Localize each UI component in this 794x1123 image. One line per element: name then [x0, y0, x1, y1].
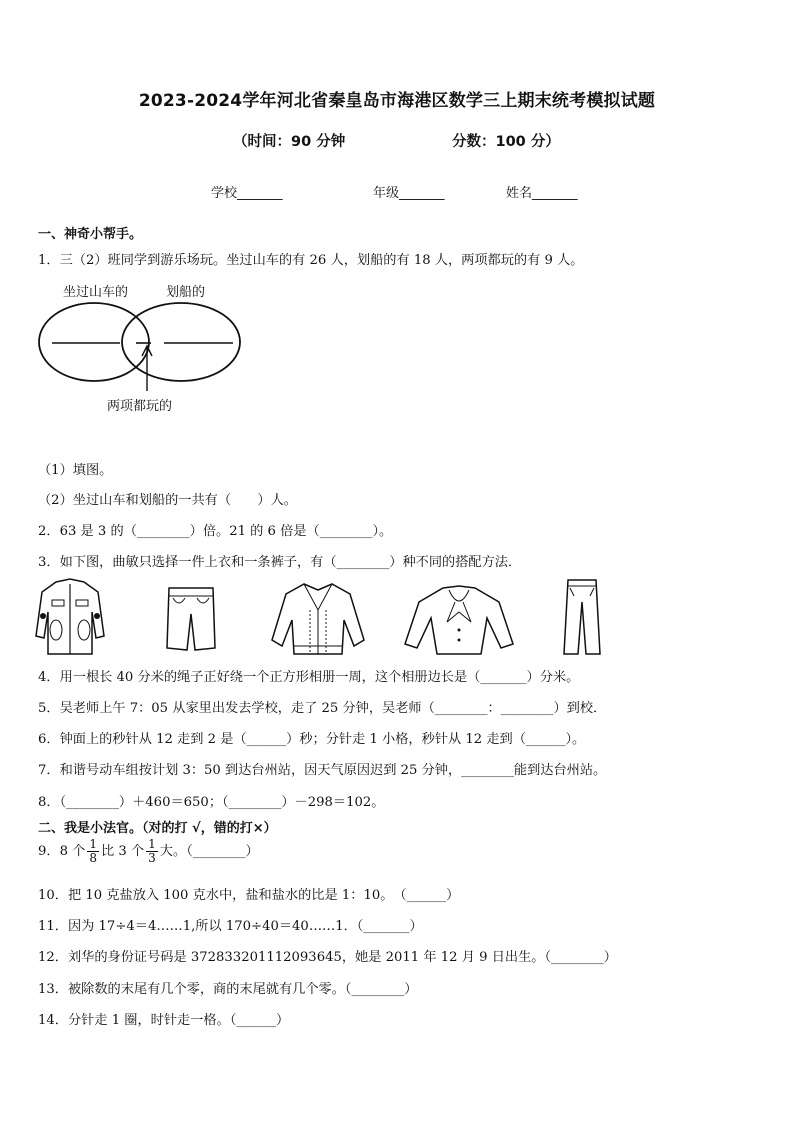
- grade-field[interactable]: 年级_______: [373, 186, 445, 201]
- question-9: [38, 838, 259, 865]
- question-10: 10．把 10 克盐放入 100 克水中，盐和盐水的比是 1：10。 （______）: [38, 888, 460, 903]
- blouse-icon: [403, 582, 515, 658]
- fraction-denominator: 3: [148, 851, 156, 865]
- venn-diagram: [30, 300, 250, 392]
- question-1: 1．三（2）班同学到游乐场玩。坐过山车的有 26 人，划船的有 18 人，两项都玩的有 9 人。: [38, 253, 584, 268]
- sweater-icon: [270, 580, 366, 656]
- question-5: 5．吴老师上午 7：05 从家里出发去学校，走了 25 分钟，吴老师（________：________）到校．: [38, 701, 607, 716]
- venn-bottom-label: 两项都玩的: [107, 399, 173, 414]
- question-11: 11．因为 17÷4＝4……1,所以 170÷40＝40……1．（_______）: [38, 919, 423, 934]
- venn-right-label: 划船的: [166, 285, 206, 300]
- question-4: 4．用一根长 40 分米的绳子正好绕一个正方形相册一周，这个相册边长是（_______）分米。: [38, 670, 580, 685]
- venn-right-ellipse: [122, 303, 240, 381]
- fraction-one-eighth: [87, 838, 99, 865]
- score-label: 分数：100 分）: [452, 134, 560, 150]
- question-8: 8．（________）＋460＝650；（________）－298＝102。: [38, 795, 385, 810]
- fraction-numerator: 1: [148, 837, 156, 851]
- trousers-icon: [562, 576, 602, 656]
- fraction-denominator: 8: [89, 851, 97, 865]
- venn-left-ellipse: [39, 303, 149, 381]
- question-2: 2．63 是 3 的（________）倍。21 的 6 倍是（________）。: [38, 524, 393, 539]
- question-6: 6．钟面上的秒针从 12 走到 2 是（______）秒；分针走 1 小格，秒针从 12 走到（______）。: [38, 732, 586, 747]
- section-2-heading: 二、我是小法官。（对的打 √，错的打×）: [38, 821, 277, 836]
- shorts-icon: [165, 584, 217, 656]
- fraction-one-third: [146, 838, 158, 865]
- name-field[interactable]: 姓名_______: [506, 186, 578, 201]
- fraction-numerator: 1: [89, 837, 97, 851]
- q9-text-mid: 比 3 个: [101, 844, 145, 859]
- section-1-heading: 一、神奇小帮手。: [38, 227, 143, 242]
- question-13: 13．被除数的末尾有几个零，商的末尾就有几个零。（________）: [38, 982, 418, 997]
- question-7: 7．和谐号动车组按计划 3：50 到达台州站，因天气原因迟到 25 分钟，________能到达台州站。: [38, 763, 607, 778]
- jacket-icon: [34, 576, 106, 658]
- school-field[interactable]: 学校_______: [211, 186, 283, 201]
- page-title: 2023-2024学年河北省秦皇岛市海港区数学三上期末统考模拟试题: [138, 91, 656, 111]
- q9-text-post: 大。（________）: [159, 844, 259, 859]
- question-1-1: （1）填图。: [38, 463, 113, 478]
- question-14: 14．分针走 1 圈，时针走一格。（______）: [38, 1013, 290, 1028]
- q9-text-pre: 9．8 个: [38, 844, 86, 859]
- question-3: 3．如下图，曲敏只选择一件上衣和一条裤子，有（________）种不同的搭配方法．: [38, 555, 522, 570]
- question-1-2: （2）坐过山车和划船的一共有（ ）人。: [38, 493, 297, 508]
- time-label: （时间：90 分钟: [233, 134, 346, 150]
- venn-left-label: 坐过山车的: [63, 285, 129, 300]
- question-12: 12．刘华的身份证号码是 372833201112093645，她是 2011 年 12 月 9 日出生。（________）: [38, 950, 617, 965]
